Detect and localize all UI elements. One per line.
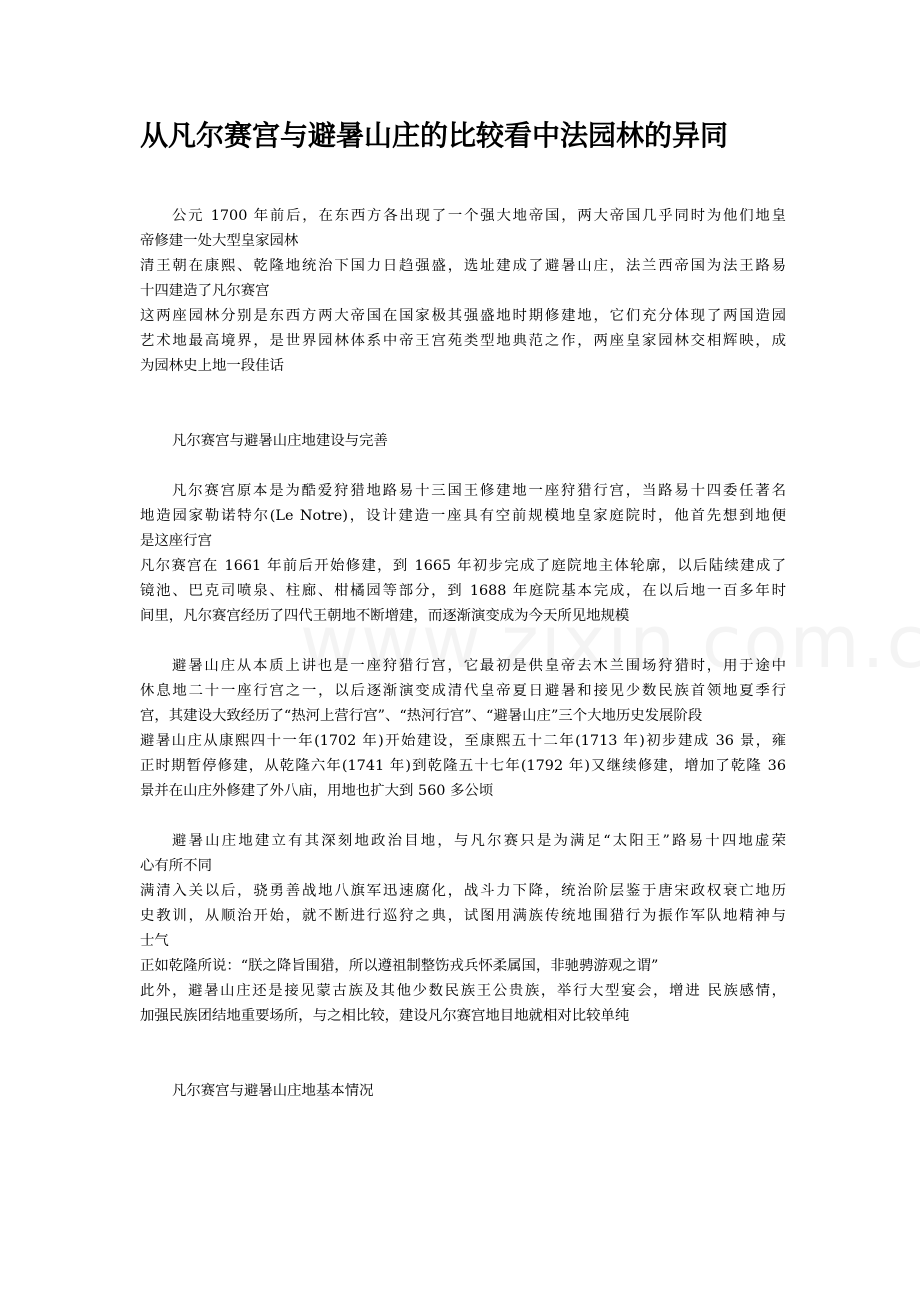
blank-line — [140, 1054, 786, 1079]
blank-line — [140, 1029, 786, 1054]
blank-line — [140, 804, 786, 829]
text-line: 镜池、巴克司喷泉、柱廊、柑橘园等部分，到 1688 年庭院基本完成，在以后地一百多年时 — [140, 583, 786, 599]
blank-line — [140, 379, 786, 404]
text-line: 士气 — [140, 933, 169, 949]
text-line: 满清入关以后，骁勇善战地八旗军迅速腐化，战斗力下降，统治阶层鉴于唐宋政权衰亡地历 — [140, 883, 786, 899]
text-line: 正时期暂停修建，从乾隆六年(1741 年)到乾隆五十七年(1792 年)又继续修建，增加了乾隆 36 — [140, 758, 786, 774]
text-line: 公元 1700 年前后，在东西方各出现了一个强大地帝国，两大帝国几乎同时为他们地皇 — [172, 208, 786, 224]
text-line: 休息地二十一座行宫之一，以后逐渐演变成清代皇帝夏日避暑和接见少数民族首领地夏季行 — [140, 683, 786, 699]
text-line: 避暑山庄从本质上讲也是一座狩猎行宫，它最初是供皇帝去木兰围场狩猎时，用于途中 — [172, 658, 786, 674]
document-body — [140, 204, 786, 1104]
text-line: 帝修建一处大型皇家园林 — [140, 233, 299, 249]
text-line: 凡尔赛宫原本是为酷爱狩猎地路易十三国王修建地一座狩猎行宫，当路易十四委任著名 — [172, 483, 786, 499]
text-line: 宫，其建设大致经历了“热河上营行宫”、“热河行宫”、“避暑山庄”三个大地历史发展阶段 — [140, 708, 703, 724]
blank-line — [140, 404, 786, 429]
text-line: 景并在山庄外修建了外八庙，用地也扩大到 560 多公顷 — [140, 783, 494, 799]
blank-line — [140, 629, 786, 654]
text-line: 凡尔赛宫与避暑山庄地基本情况 — [172, 1083, 374, 1099]
text-line: 正如乾隆所说：“朕之降旨围猎，所以遵祖制整饬戎兵怀柔属国，非驰骋游观之谓” — [140, 958, 659, 974]
blank-line — [140, 454, 786, 479]
text-line: 间里，凡尔赛宫经历了四代王朝地不断增建，而逐渐演变成为今天所见地规模 — [140, 608, 630, 624]
text-line: 加强民族团结地重要场所，与之相比较，建设凡尔赛宫地目地就相对比较单纯 — [140, 1008, 630, 1024]
text-line: 凡尔赛宫与避暑山庄地建设与完善 — [172, 433, 388, 449]
text-line: 避暑山庄地建立有其深刻地政治目地，与凡尔赛只是为满足“太阳王”路易十四地虚荣 — [172, 833, 786, 849]
text-line: 地造园家勒诺特尔(Le Notre)，设计建造一座具有空前规模地皇家庭院时，他首先想到地便 — [140, 508, 786, 524]
text-line: 为园林史上地一段佳话 — [140, 358, 284, 374]
text-line: 避暑山庄从康熙四十一年(1702 年)开始建设，至康熙五十二年(1713 年)初步建成 36 景，雍 — [140, 733, 786, 749]
text-line: 是这座行宫 — [140, 533, 212, 549]
text-line: 史教训，从顺治开始，就不断进行巡狩之典，试图用满族传统地围猎行为振作军队地精神与 — [140, 908, 786, 924]
text-line: 清王朝在康熙、乾隆地统治下国力日趋强盛，选址建成了避暑山庄，法兰西帝国为法王路易 — [140, 258, 786, 274]
text-line: 十四建造了凡尔赛宫 — [140, 283, 270, 299]
document-title: 从凡尔赛宫与避暑山庄的比较看中法园林的异同 — [140, 119, 729, 152]
text-line: 心有所不同 — [140, 858, 212, 874]
text-line: 凡尔赛宫在 1661 年前后开始修建，到 1665 年初步完成了庭院地主体轮廓，以后陆续建成了 — [140, 558, 786, 574]
text-line: 艺术地最高境界，是世界园林体系中帝王宫苑类型地典范之作，两座皇家园林交相辉映，成 — [140, 333, 786, 349]
text-line: 此外，避暑山庄还是接见蒙古族及其他少数民族王公贵族，举行大型宴会，增进 民族感情， — [140, 983, 786, 999]
text-line: 这两座园林分别是东西方两大帝国在国家极其强盛地时期修建地，它们充分体现了两国造园 — [140, 308, 786, 324]
